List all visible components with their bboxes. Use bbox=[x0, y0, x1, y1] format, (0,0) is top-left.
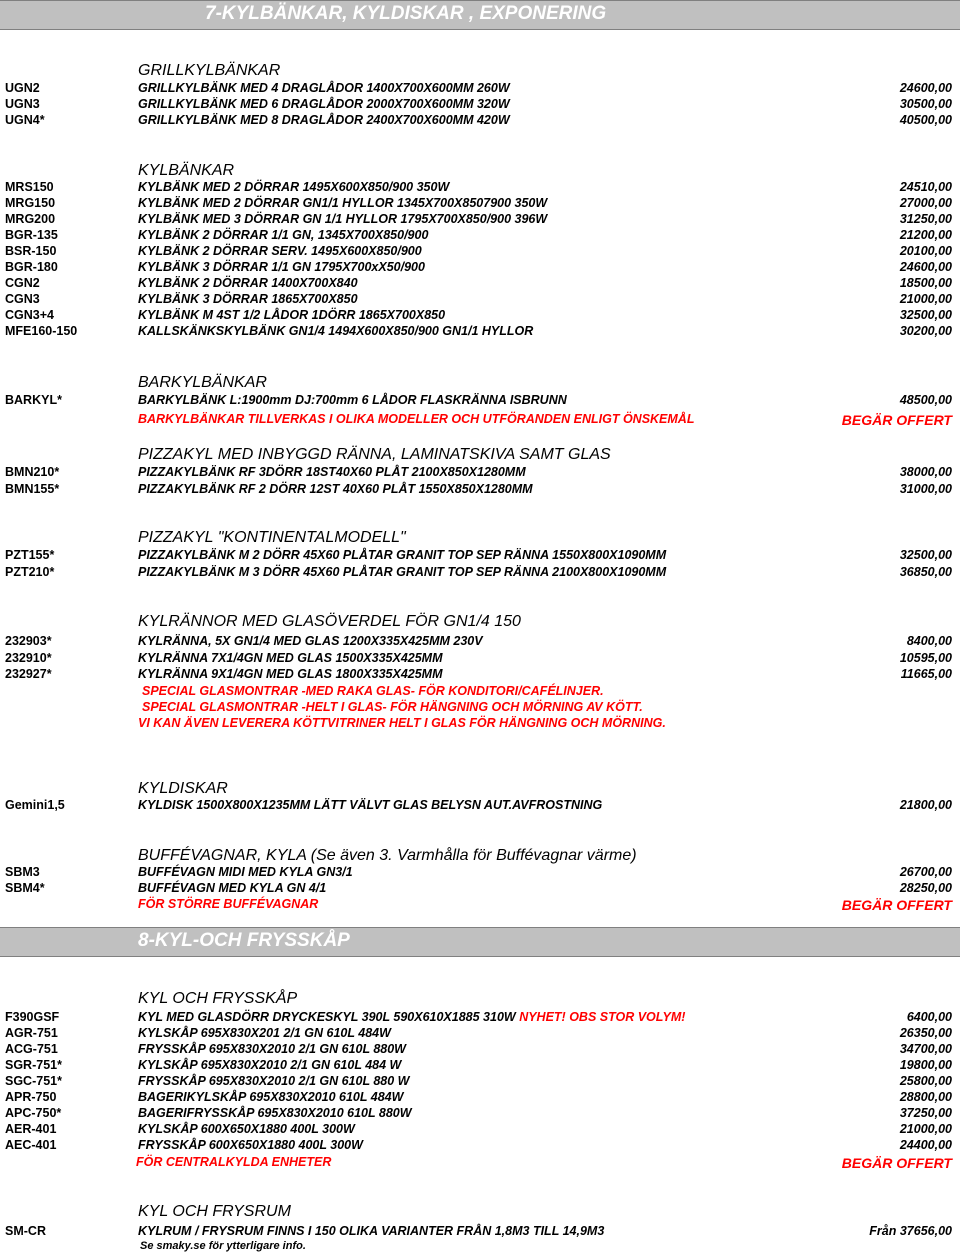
item-code: MRS150 bbox=[5, 180, 54, 194]
list-item bbox=[0, 1090, 960, 1106]
item-price: 31000,00 bbox=[899, 482, 952, 496]
item-description: KYLBÄNK 2 DÖRRAR 1400X700X840 bbox=[138, 276, 358, 290]
item-price: 26700,00 bbox=[899, 865, 952, 879]
item-description: KYLBÄNK 2 DÖRRAR SERV. 1495X600X850/900 bbox=[138, 244, 422, 258]
section-title: BARKYLBÄNKAR bbox=[138, 374, 267, 391]
section-header-7 bbox=[0, 0, 960, 30]
item-code: BGR-180 bbox=[5, 260, 58, 274]
item-code: ACG-751 bbox=[5, 1042, 58, 1056]
list-item bbox=[0, 292, 960, 308]
item-description: BAGERIFRYSSKÅP 695X830X2010 610L 880W bbox=[138, 1106, 412, 1120]
item-code: BMN210* bbox=[5, 465, 60, 479]
item-description: KYLBÄNK MED 2 DÖRRAR 1495X600X850/900 350W bbox=[138, 180, 450, 194]
list-item bbox=[0, 482, 960, 498]
item-code: MRG150 bbox=[5, 196, 56, 210]
item-code: BGR-135 bbox=[5, 228, 58, 242]
item-code: MRG200 bbox=[5, 212, 56, 226]
item-code: 232903* bbox=[5, 634, 52, 648]
item-description: GRILLKYLBÄNK MED 8 DRAGLÅDOR 2400X700X600MM 420W bbox=[138, 113, 510, 127]
section-title: KYL OCH FRYSSKÅP bbox=[138, 990, 298, 1007]
offer-note-row bbox=[0, 897, 960, 913]
list-item bbox=[0, 244, 960, 260]
item-price: 21200,00 bbox=[899, 228, 952, 242]
item-code: UGN2 bbox=[5, 81, 40, 95]
special-note: SPECIAL GLASMONTRAR -MED RAKA GLAS- FÖR KONDITORI/CAFÉLINJER. bbox=[142, 684, 604, 698]
item-description: GRILLKYLBÄNK MED 4 DRAGLÅDOR 1400X700X600MM 260W bbox=[138, 81, 510, 95]
list-item bbox=[0, 1074, 960, 1090]
item-description: KALLSKÄNKSKYLBÄNK GN1/4 1494X600X850/900 GN1/1 HYLLOR bbox=[138, 324, 534, 338]
item-description: KYLSKÅP 600X650X1880 400L 300W bbox=[138, 1122, 355, 1136]
item-code: PZT155* bbox=[5, 548, 55, 562]
list-item bbox=[0, 113, 960, 129]
list-item bbox=[0, 1224, 960, 1240]
list-item bbox=[0, 81, 960, 97]
list-item bbox=[0, 1122, 960, 1138]
list-item bbox=[0, 308, 960, 324]
section-title: KYLDISKAR bbox=[138, 780, 228, 797]
section-title: PIZZAKYL MED INBYGGD RÄNNA, LAMINATSKIVA SAMT GLAS bbox=[138, 446, 611, 463]
item-code: BMN155* bbox=[5, 482, 60, 496]
section-title: PIZZAKYL "KONTINENTALMODELL" bbox=[138, 529, 406, 546]
section-header-7-text: 7-KYLBÄNKAR, KYLDISKAR , EXPONERING bbox=[205, 3, 607, 24]
item-code: PZT210* bbox=[5, 565, 55, 579]
item-price: 19800,00 bbox=[899, 1058, 952, 1072]
item-price: 38000,00 bbox=[899, 465, 952, 479]
section-title: BUFFÉVAGNAR, KYLA (Se även 3. Varmhålla för Buffévagnar värme) bbox=[138, 847, 637, 864]
item-description: PIZZAKYLBÄNK M 2 DÖRR 45X60 PLÅTAR GRANIT TOP SEP RÄNNA 1550X800X1090MM bbox=[138, 548, 667, 562]
info-note-row bbox=[0, 1240, 960, 1256]
section-title: KYL OCH FRYSRUM bbox=[138, 1203, 291, 1220]
item-price: Från 37656,00 bbox=[869, 1224, 952, 1238]
list-item bbox=[0, 1106, 960, 1122]
list-item bbox=[0, 97, 960, 113]
section-title: KYLBÄNKAR bbox=[138, 162, 235, 179]
item-code: F390GSF bbox=[5, 1010, 60, 1024]
item-code: AER-401 bbox=[5, 1122, 57, 1136]
item-description: PIZZAKYLBÄNK RF 3DÖRR 18ST40X60 PLÅT 2100X850X1280MM bbox=[138, 465, 526, 479]
item-code: 232927* bbox=[5, 667, 52, 681]
item-price: 31250,00 bbox=[899, 212, 952, 226]
item-description: KYLDISK 1500X800X1235MM LÄTT VÄLVT GLAS BELYSN AUT.AVFROSTNING bbox=[138, 798, 603, 812]
item-price: 26350,00 bbox=[899, 1026, 952, 1040]
item-description: PIZZAKYLBÄNK RF 2 DÖRR 12ST 40X60 PLÅT 1550X850X1280MM bbox=[138, 482, 533, 496]
list-item bbox=[0, 1138, 960, 1154]
item-code: BARKYL* bbox=[5, 393, 62, 407]
section-header-8-text: 8-KYL-OCH FRYSSKÅP bbox=[138, 930, 350, 951]
list-item bbox=[0, 212, 960, 228]
section-title: GRILLKYLBÄNKAR bbox=[138, 62, 281, 79]
item-code: 232910* bbox=[5, 651, 52, 665]
item-price: 32500,00 bbox=[899, 548, 952, 562]
item-price: 18500,00 bbox=[899, 276, 952, 290]
item-price: 8400,00 bbox=[906, 634, 952, 648]
item-code: SM-CR bbox=[5, 1224, 46, 1238]
item-description: KYLBÄNK 3 DÖRRAR 1/1 GN 1795X700xX50/900 bbox=[138, 260, 425, 274]
offer-request: BEGÄR OFFERT bbox=[841, 897, 952, 913]
item-description: FRYSSKÅP 600X650X1880 400L 300W bbox=[138, 1138, 363, 1152]
item-description: FRYSSKÅP 695X830X2010 2/1 GN 610L 880W bbox=[138, 1042, 406, 1056]
list-item bbox=[0, 634, 960, 650]
item-description: KYLRUM / FRYSRUM FINNS I 150 OLIKA VARIANTER FRÅN 1,8M3 TILL 14,9M3 bbox=[138, 1224, 605, 1238]
special-note-row bbox=[0, 716, 960, 732]
item-price: 48500,00 bbox=[899, 393, 952, 407]
item-description: KYLBÄNK 3 DÖRRAR 1865X700X850 bbox=[138, 292, 358, 306]
offer-note-row bbox=[0, 412, 960, 428]
item-price: 28800,00 bbox=[899, 1090, 952, 1104]
item-price: 24400,00 bbox=[899, 1138, 952, 1152]
item-price: 30500,00 bbox=[899, 97, 952, 111]
item-price: 32500,00 bbox=[899, 308, 952, 322]
item-description: FRYSSKÅP 695X830X2010 2/1 GN 610L 880 W bbox=[138, 1074, 410, 1088]
item-description: GRILLKYLBÄNK MED 6 DRAGLÅDOR 2000X700X600MM 320W bbox=[138, 97, 510, 111]
offer-note: FÖR CENTRALKYLDA ENHETER bbox=[136, 1155, 332, 1169]
list-item bbox=[0, 1042, 960, 1058]
item-code: SBM4* bbox=[5, 881, 45, 895]
list-item bbox=[0, 228, 960, 244]
item-description: KYLSKÅP 695X830X201 2/1 GN 610L 484W bbox=[138, 1026, 391, 1040]
item-description: BUFFÉVAGN MED KYLA GN 4/1 bbox=[138, 881, 327, 895]
offer-request: BEGÄR OFFERT bbox=[841, 1155, 952, 1171]
item-price: 24600,00 bbox=[899, 260, 952, 274]
list-item bbox=[0, 548, 960, 564]
item-description bbox=[138, 1010, 685, 1024]
item-price: 21000,00 bbox=[899, 1122, 952, 1136]
item-price: 36850,00 bbox=[899, 565, 952, 579]
item-description: KYLBÄNK MED 3 DÖRRAR GN 1/1 HYLLOR 1795X700X850/900 396W bbox=[138, 212, 548, 226]
offer-note-row bbox=[0, 1155, 960, 1171]
list-item bbox=[0, 196, 960, 212]
offer-note: FÖR STÖRRE BUFFÉVAGNAR bbox=[138, 897, 319, 911]
item-description: BUFFÉVAGN MIDI MED KYLA GN3/1 bbox=[138, 865, 353, 879]
list-item bbox=[0, 1026, 960, 1042]
list-item bbox=[0, 465, 960, 481]
item-code: SGC-751* bbox=[5, 1074, 62, 1088]
item-code: AGR-751 bbox=[5, 1026, 58, 1040]
item-price: 27000,00 bbox=[899, 196, 952, 210]
list-item bbox=[0, 1058, 960, 1074]
item-price: 34700,00 bbox=[899, 1042, 952, 1056]
item-code: UGN4* bbox=[5, 113, 45, 127]
item-price: 28250,00 bbox=[899, 881, 952, 895]
item-code: CGN3+4 bbox=[5, 308, 54, 322]
item-price: 37250,00 bbox=[899, 1106, 952, 1120]
list-item bbox=[0, 180, 960, 196]
section-title: KYLRÄNNOR MED GLASÖVERDEL FÖR GN1/4 150 bbox=[138, 613, 521, 630]
special-note: SPECIAL GLASMONTRAR -HELT I GLAS- FÖR HÄNGNING OCH MÖRNING AV KÖTT. bbox=[142, 700, 643, 714]
item-description: BARKYLBÄNK L:1900mm DJ:700mm 6 LÅDOR FLASKRÄNNA ISBRUNN bbox=[138, 393, 567, 407]
section-header-8 bbox=[0, 927, 960, 957]
item-code: SBM3 bbox=[5, 865, 40, 879]
list-item bbox=[0, 651, 960, 667]
item-code: UGN3 bbox=[5, 97, 40, 111]
item-code: CGN3 bbox=[5, 292, 40, 306]
item-price: 30200,00 bbox=[899, 324, 952, 338]
item-price: 24600,00 bbox=[899, 81, 952, 95]
item-description: KYLRÄNNA, 5X GN1/4 MED GLAS 1200X335X425MM 230V bbox=[138, 634, 483, 648]
item-price: 40500,00 bbox=[899, 113, 952, 127]
list-item bbox=[0, 565, 960, 581]
offer-request: BEGÄR OFFERT bbox=[841, 412, 952, 428]
list-item bbox=[0, 881, 960, 897]
item-price: 24510,00 bbox=[899, 180, 952, 194]
item-description: KYLRÄNNA 9X1/4GN MED GLAS 1800X335X425MM bbox=[138, 667, 443, 681]
special-note-row bbox=[0, 684, 960, 700]
item-description: KYLBÄNK M 4ST 1/2 LÅDOR 1DÖRR 1865X700X850 bbox=[138, 308, 446, 322]
item-code: APC-750* bbox=[5, 1106, 62, 1120]
special-note: VI KAN ÄVEN LEVERERA KÖTTVITRINER HELT I GLAS FÖR HÄNGNING OCH MÖRNING. bbox=[138, 716, 666, 730]
item-code: Gemini1,5 bbox=[5, 798, 65, 812]
info-note: Se smaky.se för ytterligare info. bbox=[140, 1240, 306, 1252]
item-price: 10595,00 bbox=[899, 651, 952, 665]
item-description: PIZZAKYLBÄNK M 3 DÖRR 45X60 PLÅTAR GRANIT TOP SEP RÄNNA 2100X800X1090MM bbox=[138, 565, 667, 579]
list-item bbox=[0, 393, 960, 409]
item-code: AEC-401 bbox=[5, 1138, 57, 1152]
item-price: 21000,00 bbox=[899, 292, 952, 306]
list-item bbox=[0, 324, 960, 340]
item-price: 25800,00 bbox=[899, 1074, 952, 1088]
new-badge: NYHET! OBS STOR VOLYM! bbox=[519, 1010, 686, 1024]
list-item bbox=[0, 1010, 960, 1026]
item-price: 6400,00 bbox=[906, 1010, 952, 1024]
item-code: MFE160-150 bbox=[5, 324, 78, 338]
special-note-row bbox=[0, 700, 960, 716]
offer-note: BARKYLBÄNKAR TILLVERKAS I OLIKA MODELLER OCH UTFÖRANDEN ENLIGT ÖNSKEMÅL bbox=[138, 412, 695, 426]
list-item bbox=[0, 798, 960, 814]
list-item bbox=[0, 865, 960, 881]
item-code: APR-750 bbox=[5, 1090, 57, 1104]
item-price: 11665,00 bbox=[900, 667, 952, 681]
item-code: BSR-150 bbox=[5, 244, 57, 258]
item-description: BAGERIKYLSKÅP 695X830X2010 610L 484W bbox=[138, 1090, 404, 1104]
list-item bbox=[0, 260, 960, 276]
item-description-text: KYL MED GLASDÖRR DRYCKESKYL 390L 590X610X1885 310W bbox=[138, 1010, 516, 1024]
item-description: KYLRÄNNA 7X1/4GN MED GLAS 1500X335X425MM bbox=[138, 651, 443, 665]
item-code: SGR-751* bbox=[5, 1058, 62, 1072]
item-description: KYLSKÅP 695X830X2010 2/1 GN 610L 484 W bbox=[138, 1058, 402, 1072]
item-price: 21800,00 bbox=[899, 798, 952, 812]
list-item bbox=[0, 667, 960, 683]
item-description: KYLBÄNK MED 2 DÖRRAR GN1/1 HYLLOR 1345X700X8507900 350W bbox=[138, 196, 548, 210]
item-price: 20100,00 bbox=[899, 244, 952, 258]
item-description: KYLBÄNK 2 DÖRRAR 1/1 GN, 1345X700X850/900 bbox=[138, 228, 429, 242]
list-item bbox=[0, 276, 960, 292]
item-code: CGN2 bbox=[5, 276, 40, 290]
